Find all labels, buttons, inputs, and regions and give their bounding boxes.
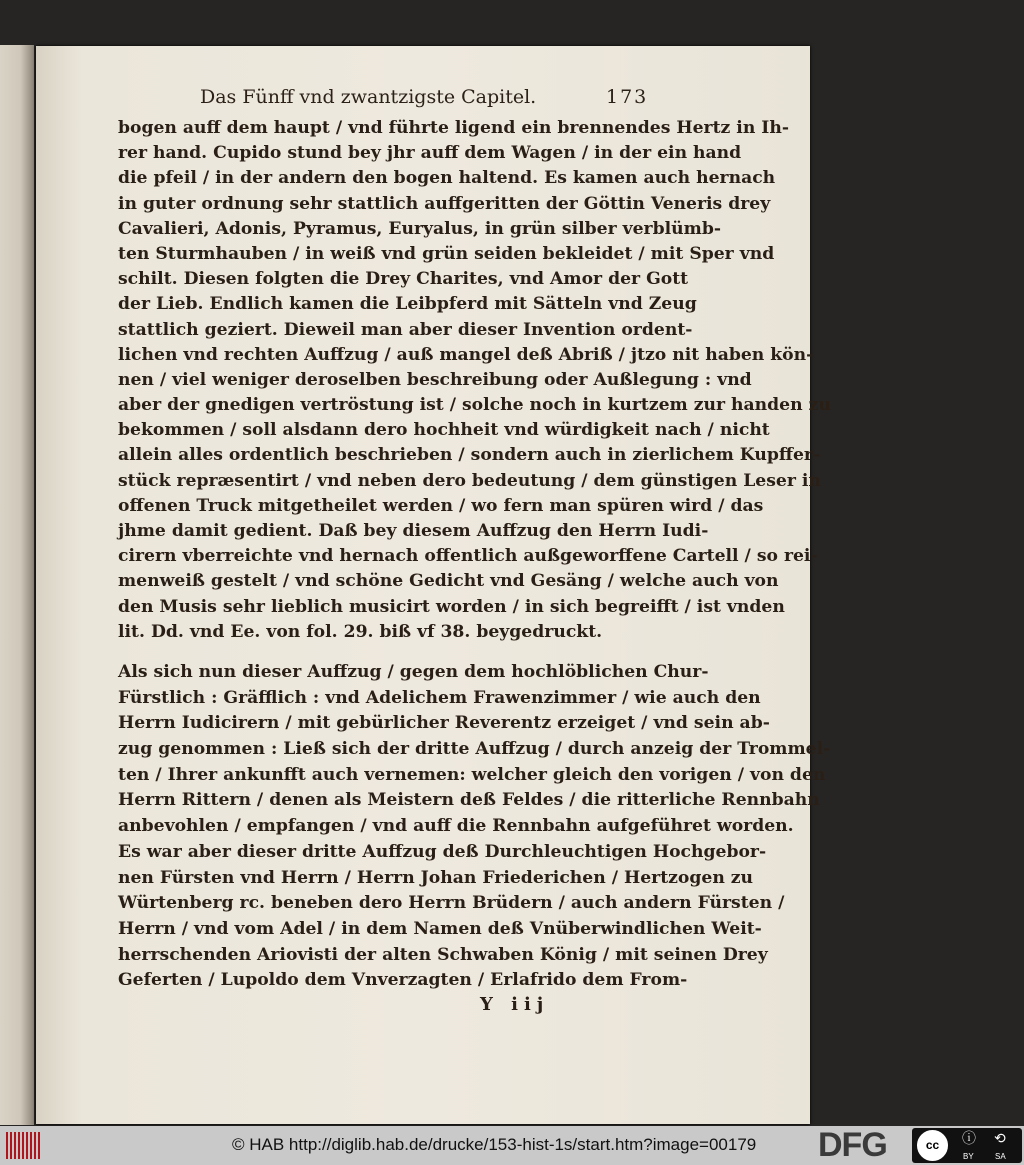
text-line: schilt. Diesen folgten die Drey Charites, vnd Amor der Gott bbox=[118, 269, 689, 290]
page-number: 173 bbox=[606, 86, 649, 108]
signature-mark: Y iij bbox=[480, 994, 550, 1015]
text-line: stattlich geziert. Dieweil man aber dieser Invention ordent- bbox=[118, 319, 693, 340]
by-person-icon: ⓘ bbox=[962, 1130, 976, 1146]
text-line: anbevohlen / empfangen / vnd auff die Rennbahn aufgeführet worden. bbox=[118, 816, 794, 837]
text-line: menweiß gestelt / vnd schöne Gedicht vnd Gesäng / welche auch von bbox=[118, 571, 779, 592]
hab-logo-icon bbox=[6, 1132, 42, 1159]
text-line: jhme damit gedient. Daß bey diesem Auffzug den Herrn Iudi- bbox=[118, 521, 709, 541]
copyright-link[interactable]: © HAB http://diglib.hab.de/drucke/153-hist-1s/start.htm?image=00179 bbox=[232, 1135, 757, 1154]
paragraph-2 bbox=[118, 660, 831, 994]
share-alike-icon: ⟲ bbox=[994, 1130, 1006, 1146]
text-line: in guter ordnung sehr stattlich auffgeritten der Göttin Veneris drey bbox=[118, 193, 771, 214]
license-by-label: BY bbox=[963, 1152, 974, 1161]
text-line: den Musis sehr lieblich musicirt worden / in sich begreifft / ist vnden bbox=[118, 596, 785, 617]
text-line: Fürstlich : Gräfflich : vnd Adelichem Frawenzimmer / wie auch den bbox=[118, 687, 761, 708]
text-line: Herrn Iudicirern / mit gebürlicher Reverentz erzeiget / vnd sein ab- bbox=[118, 713, 770, 734]
text-line: lichen vnd rechten Auffzug / auß mangel deß Abriß / jtzo nit haben kön- bbox=[118, 344, 814, 365]
license-sa-label: SA bbox=[995, 1152, 1006, 1161]
text-line: Cavalieri, Adonis, Pyramus, Euryalus, in grün silber verblümb- bbox=[118, 218, 721, 239]
text-line: offenen Truck mitgetheilet werden / wo fern man spüren wird / das bbox=[118, 495, 764, 516]
text-line: Geferten / Lupoldo dem Vnverzagten / Erlafrido dem From- bbox=[118, 970, 688, 991]
cc-icon: cc bbox=[917, 1130, 948, 1161]
text-line: Es war aber dieser dritte Auffzug deß Durchleuchtigen Hochgebor- bbox=[118, 841, 767, 862]
footer-bar bbox=[0, 1126, 1024, 1165]
text-line: allein alles ordentlich beschrieben / sondern auch in zierlichem Kupffer- bbox=[118, 445, 821, 466]
text-line: ten / Ihrer ankunfft auch vernemen: welcher gleich den vorigen / von den bbox=[118, 764, 826, 785]
text-line: cirern vberreichte vnd hernach offentlich außgeworffene Cartell / so rei- bbox=[118, 546, 818, 567]
text-line: Herrn / vnd vom Adel / in dem Namen deß Vnüberwindlichen Weit- bbox=[118, 918, 762, 939]
text-line: Als sich nun dieser Auffzug / gegen dem hochlöblichen Chur- bbox=[118, 662, 709, 682]
paragraph-1 bbox=[118, 116, 831, 645]
text-line: nen / viel weniger deroselben beschreibung oder Außlegung : vnd bbox=[118, 369, 752, 390]
text-line: herrschenden Ariovisti der alten Schwaben König / mit seinen Drey bbox=[118, 944, 768, 965]
text-line: Herrn Rittern / denen als Meistern deß Feldes / die ritterliche Rennbahn bbox=[118, 790, 820, 811]
text-line: lit. Dd. vnd Ee. von fol. 29. biß vf 38. beygedruckt. bbox=[118, 621, 603, 642]
dfg-logo: DFG bbox=[818, 1126, 887, 1164]
text-line: zug genommen : Ließ sich der dritte Auffzug / durch anzeig der Trommel- bbox=[118, 739, 831, 760]
cc-license-badge[interactable] bbox=[912, 1128, 1022, 1163]
text-line: bogen auff dem haupt / vnd führte ligend ein brennendes Hertz in Ih- bbox=[118, 118, 789, 138]
adjacent-page-edge bbox=[0, 45, 34, 1125]
text-line: die pfeil / in der andern den bogen haltend. Es kamen auch hernach bbox=[118, 168, 776, 189]
text-line: Würtenberg rc. beneben dero Herrn Brüdern / auch andern Fürsten / bbox=[118, 893, 785, 914]
text-line: der Lieb. Endlich kamen die Leibpferd mit Sätteln vnd Zeug bbox=[118, 294, 697, 315]
text-line: stück repræsentirt / vnd neben dero bedeutung / dem günstigen Leser in bbox=[118, 470, 821, 491]
text-line: aber der gnedigen vertröstung ist / solche noch in kurtzem zur handen zu bbox=[118, 395, 831, 416]
text-line: nen Fürsten vnd Herrn / Herrn Johan Friederichen / Hertzogen zu bbox=[118, 867, 754, 888]
text-line: rer hand. Cupido stund bey jhr auff dem Wagen / in der ein hand bbox=[118, 143, 742, 164]
text-line: ten Sturmhauben / in weiß vnd grün seiden bekleidet / mit Sper vnd bbox=[118, 243, 775, 264]
running-head: Das Fünff vnd zwantzigste Capitel. bbox=[200, 86, 537, 108]
text-line: bekommen / soll alsdann dero hochheit vnd würdigkeit nach / nicht bbox=[118, 420, 770, 441]
